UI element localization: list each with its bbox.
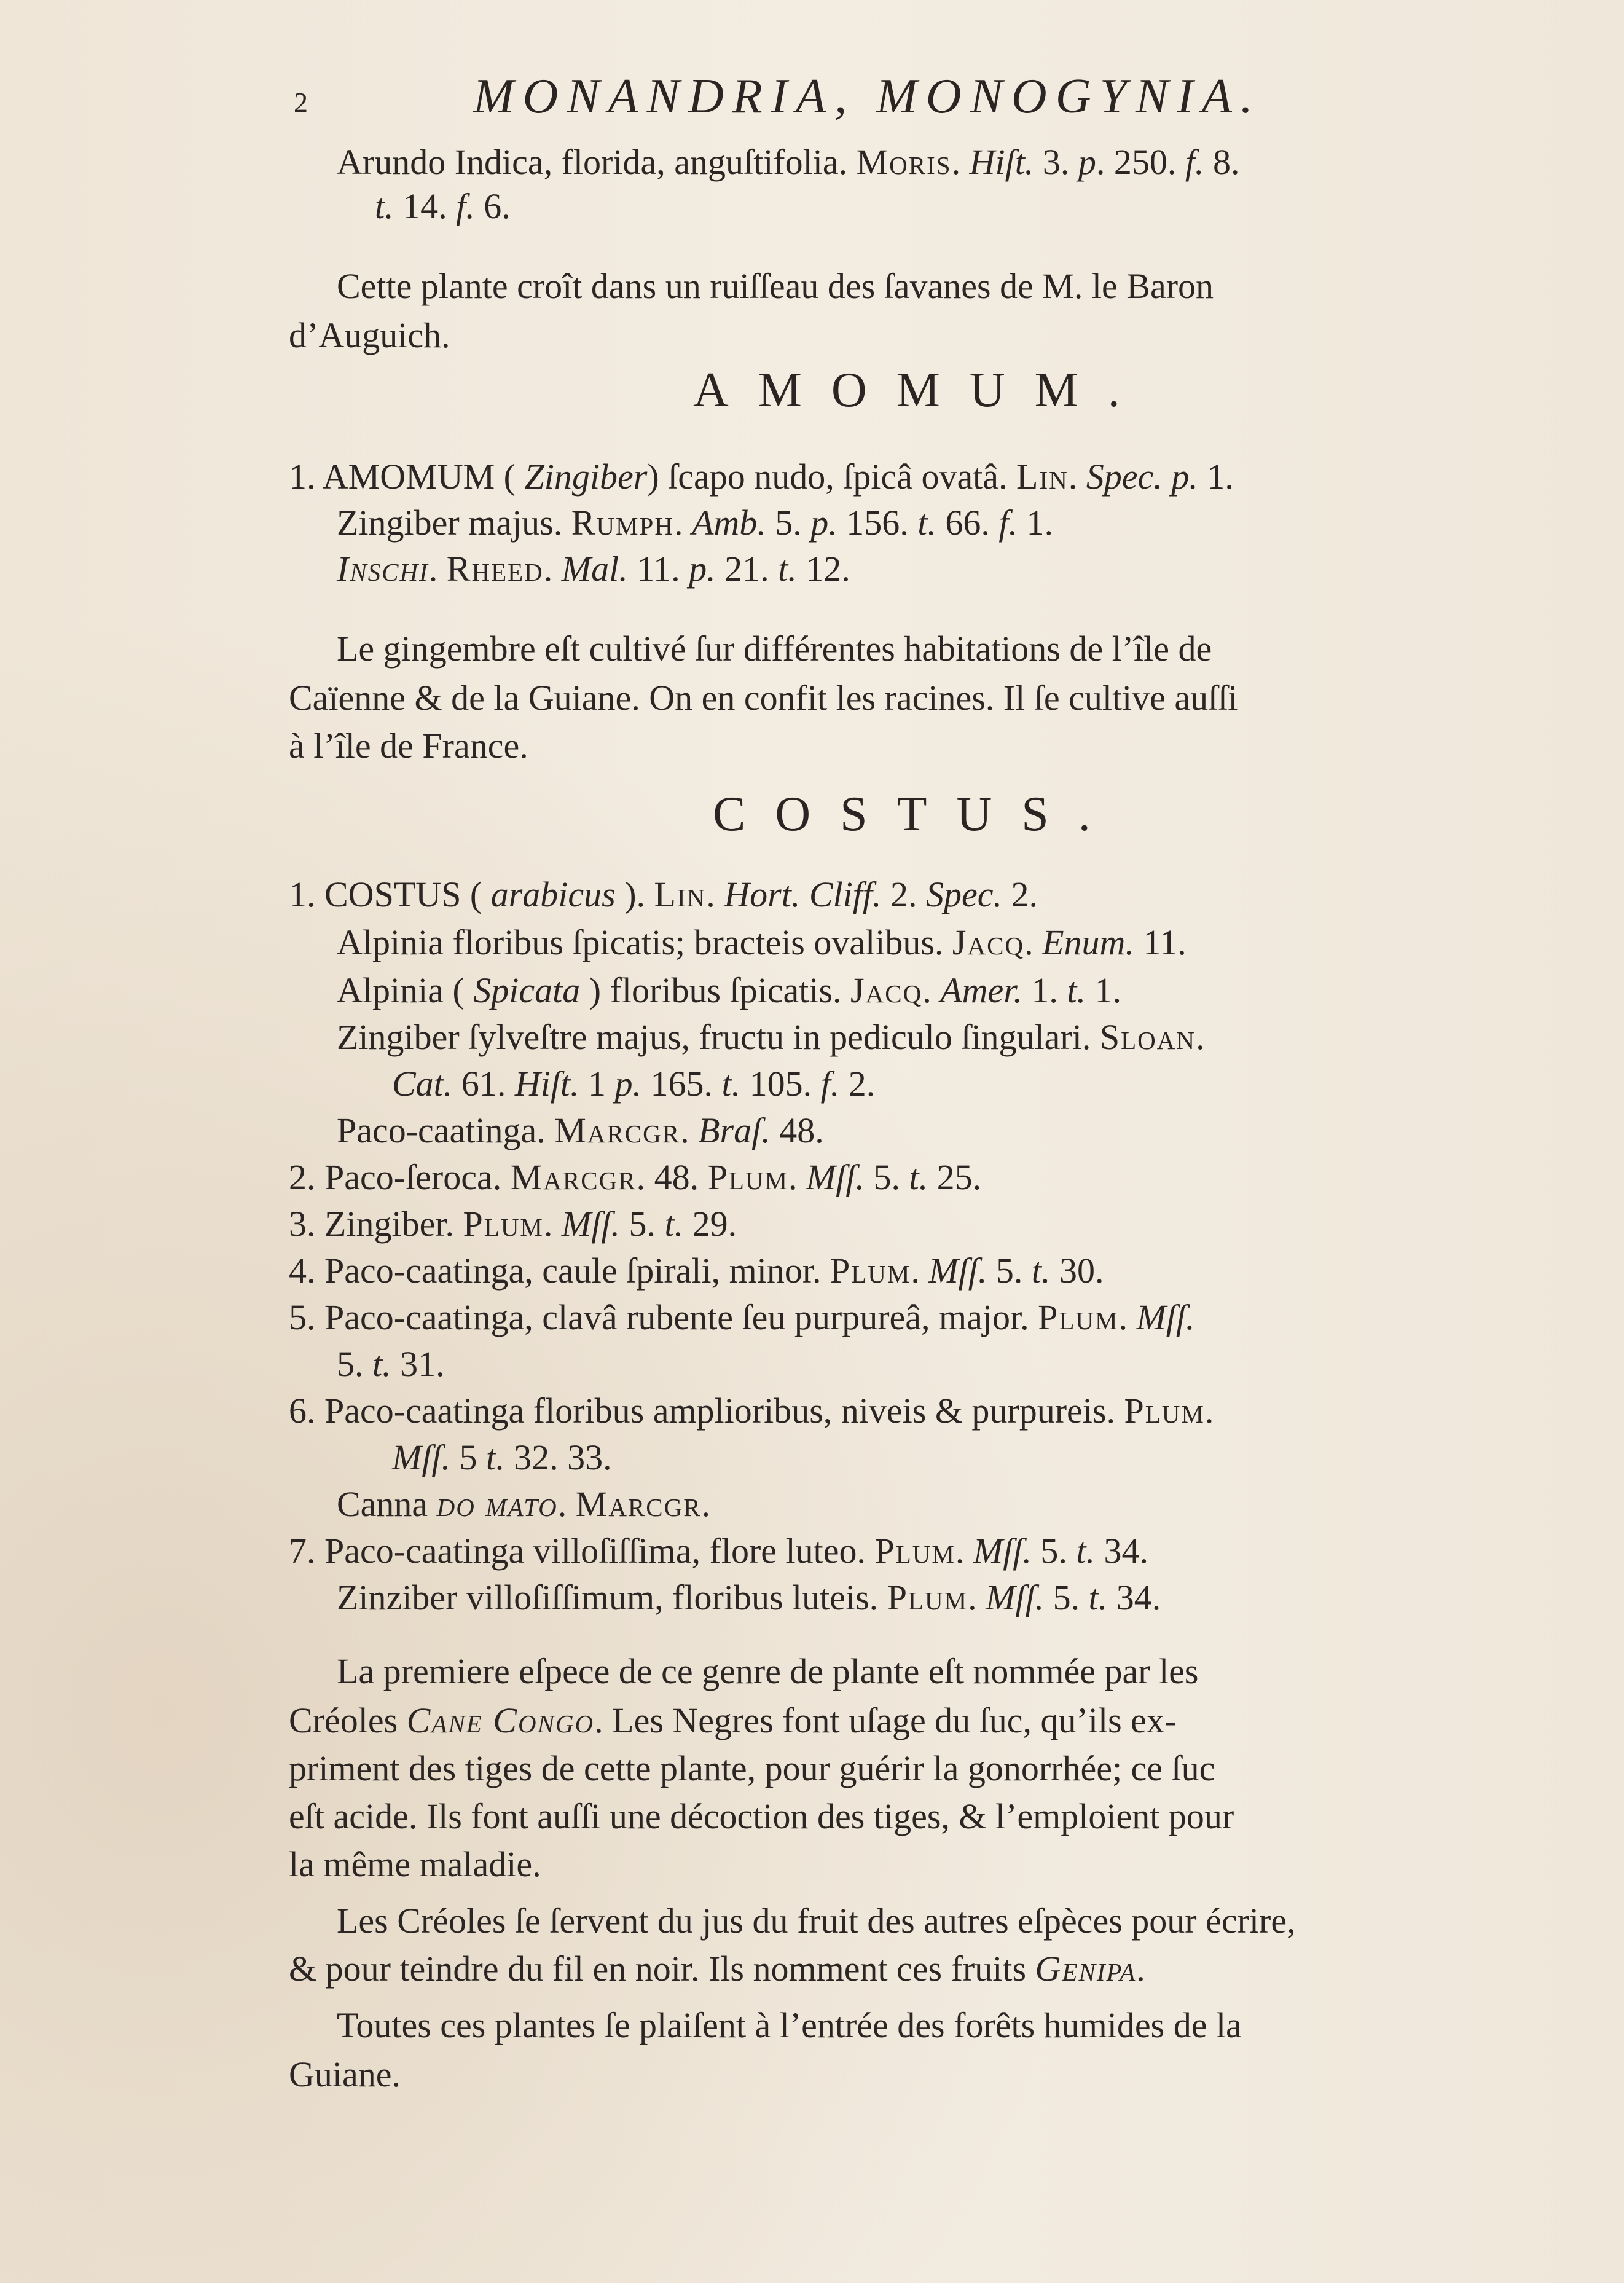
entry-number: 4. bbox=[289, 1251, 316, 1291]
text: 2. bbox=[1002, 874, 1038, 914]
entry-number: 2. bbox=[289, 1157, 316, 1197]
text: . bbox=[543, 1204, 562, 1244]
text: Paco-caatinga. bbox=[337, 1110, 555, 1150]
text: 105. bbox=[740, 1064, 821, 1104]
closing-p1-line-1: La premiere eſpece de ce genre de plante eſt nommée par les bbox=[337, 1651, 1199, 1691]
text: 14. bbox=[393, 186, 457, 226]
ref: t. bbox=[917, 503, 936, 543]
intro-line-1 bbox=[337, 140, 1239, 184]
costus-line-13 bbox=[392, 1436, 612, 1480]
costus-line-14 bbox=[337, 1482, 710, 1527]
text: 29. bbox=[683, 1204, 737, 1244]
ref: t. bbox=[1076, 1531, 1096, 1571]
ref: f. bbox=[998, 503, 1018, 543]
text: 21. bbox=[715, 549, 779, 589]
text: 5. bbox=[864, 1157, 909, 1197]
text: . Les Negres font uſage du ſuc, qu’ils ex- bbox=[594, 1700, 1177, 1740]
costus-line-8 bbox=[289, 1202, 737, 1246]
ref: Mſſ. bbox=[806, 1157, 865, 1197]
ref: t. bbox=[1088, 1578, 1108, 1617]
text: 31. bbox=[391, 1344, 445, 1384]
author: Rumph bbox=[571, 503, 674, 543]
ref: t. bbox=[1031, 1251, 1051, 1291]
ref: Mſſ. bbox=[561, 1204, 620, 1244]
intro-paragraph-line-2: d’Auguich. bbox=[289, 315, 450, 355]
text: . bbox=[788, 1157, 806, 1197]
closing-p3-line-2: Guiane. bbox=[289, 2054, 401, 2094]
ref: f. bbox=[1185, 142, 1204, 182]
page-number: 2 bbox=[294, 87, 308, 118]
text: 165. bbox=[641, 1064, 722, 1104]
author: Lin bbox=[1016, 457, 1069, 497]
author: Moris bbox=[856, 142, 952, 182]
ref: Braſ. bbox=[698, 1110, 771, 1150]
text: 1. bbox=[1198, 457, 1234, 497]
species: Spicata bbox=[473, 970, 581, 1010]
text: . bbox=[1024, 922, 1043, 962]
ref: t. bbox=[1067, 970, 1086, 1010]
ref: t. bbox=[909, 1157, 928, 1197]
costus-line-3 bbox=[337, 969, 1121, 1013]
ref: t. bbox=[721, 1064, 741, 1104]
text: 11. bbox=[1134, 922, 1187, 962]
ref: p. bbox=[614, 1064, 642, 1104]
closing-p3-line-1: Toutes ces plantes ſe plaiſent à l’entrée des forêts humides de la bbox=[337, 2005, 1242, 2045]
text: Zinziber villoſiſſimum, floribus luteis. bbox=[337, 1578, 887, 1617]
text: . bbox=[955, 1531, 973, 1571]
text: 1 bbox=[579, 1064, 615, 1104]
text: Zingiber majus. bbox=[337, 503, 571, 543]
entry-number: 1. bbox=[289, 874, 316, 914]
ref: p. bbox=[810, 503, 837, 543]
ref: Hiſt. bbox=[514, 1064, 579, 1104]
author: Jacq bbox=[952, 922, 1025, 962]
amomum-entry-1-line-3 bbox=[337, 547, 850, 591]
ref: t. bbox=[372, 1344, 391, 1384]
text: 66. bbox=[936, 503, 999, 543]
text: 1. bbox=[1086, 970, 1122, 1010]
running-head: MONANDRIA, MONOGYNIA. bbox=[473, 69, 1261, 124]
text: 5 bbox=[450, 1437, 487, 1477]
text: Alpinia floribus ſpicatis; bracteis ovalibus. bbox=[337, 922, 952, 962]
text: 2. bbox=[839, 1064, 876, 1104]
amomum-entry-1-line-2 bbox=[337, 501, 1053, 545]
text: Arundo Indica, florida, anguſtifolia. bbox=[337, 142, 857, 182]
text: . bbox=[543, 549, 562, 589]
text: . bbox=[557, 1484, 576, 1524]
text: Alpinia ( bbox=[337, 970, 474, 1010]
text: 30. bbox=[1050, 1251, 1104, 1291]
costus-line-1 bbox=[289, 873, 1038, 917]
text: 5. bbox=[1031, 1531, 1077, 1571]
amomum-paragraph-line-2: Caïenne & de la Guiane. On en confit les racines. Il ſe cultive auſſi bbox=[289, 678, 1238, 718]
entry-number: 6. bbox=[289, 1391, 316, 1431]
text: ) ſcapo nudo, ſpicâ ovatâ. bbox=[647, 457, 1017, 497]
section-title-amomum: AMOMUM. bbox=[693, 363, 1150, 417]
amomum-entry-1-line-1 bbox=[289, 455, 1234, 499]
author: Plum bbox=[887, 1578, 968, 1617]
text: 5. bbox=[619, 1204, 665, 1244]
text: 11. bbox=[627, 549, 689, 589]
text: 6. bbox=[474, 186, 511, 226]
costus-line-2 bbox=[337, 921, 1187, 965]
author: Lin bbox=[654, 874, 707, 914]
entry-number: 3. bbox=[289, 1204, 316, 1244]
text: . bbox=[1204, 1391, 1214, 1431]
text: . bbox=[428, 549, 447, 589]
text: 5. bbox=[987, 1251, 1032, 1291]
text: . bbox=[1118, 1297, 1137, 1337]
author: Marcgr bbox=[554, 1110, 681, 1150]
text: . bbox=[706, 874, 724, 914]
author: Marcgr bbox=[575, 1484, 702, 1524]
text: . bbox=[911, 1251, 929, 1291]
author: Rheed bbox=[446, 549, 544, 589]
ref: Cat. bbox=[392, 1064, 453, 1104]
text: 32. 33. bbox=[504, 1437, 612, 1477]
author: Plum bbox=[830, 1251, 911, 1291]
costus-line-10 bbox=[289, 1295, 1195, 1340]
text: . bbox=[968, 1578, 986, 1617]
ref: t. bbox=[486, 1437, 505, 1477]
author: Marcgr bbox=[510, 1157, 637, 1197]
vernacular-name: do mato bbox=[436, 1484, 558, 1524]
ref: t. bbox=[664, 1204, 684, 1244]
text: . bbox=[922, 970, 941, 1010]
text: ). bbox=[615, 874, 654, 914]
ref: Mſſ. bbox=[973, 1531, 1032, 1571]
text: ) floribus ſpicatis. bbox=[580, 970, 851, 1010]
text: . bbox=[1136, 1949, 1145, 1989]
ref: Mſſ. bbox=[1136, 1297, 1195, 1337]
text: 25. bbox=[928, 1157, 982, 1197]
costus-line-7 bbox=[289, 1155, 981, 1200]
closing-p1-line-5: la même maladie. bbox=[289, 1844, 541, 1884]
closing-p2-line-2 bbox=[289, 1947, 1145, 1991]
costus-line-16 bbox=[337, 1576, 1161, 1620]
costus-line-4 bbox=[337, 1015, 1205, 1059]
section-title-costus: COSTUS. bbox=[713, 787, 1120, 841]
text: 48. bbox=[770, 1110, 824, 1150]
vernacular-name: Genipa bbox=[1035, 1949, 1137, 1989]
text: 34. bbox=[1095, 1531, 1149, 1571]
ref: Hort. Cliff. bbox=[724, 874, 882, 914]
ref: Amb. bbox=[691, 503, 766, 543]
author: Sloan bbox=[1099, 1017, 1196, 1057]
species: arabicus bbox=[490, 874, 616, 914]
text: Paco-caatinga floribus amplioribus, niveis & purpureis. bbox=[315, 1391, 1124, 1431]
text: 3. bbox=[1034, 142, 1078, 182]
ref: t. bbox=[778, 549, 797, 589]
author: Plum bbox=[707, 1157, 788, 1197]
ref: Mſſ. bbox=[392, 1437, 451, 1477]
entry-number: 7. bbox=[289, 1531, 316, 1571]
costus-line-6 bbox=[337, 1109, 824, 1153]
ref: Spec. p. bbox=[1086, 457, 1198, 497]
ref: Mal. bbox=[561, 549, 628, 589]
costus-line-9 bbox=[289, 1249, 1104, 1293]
amomum-paragraph-line-1: Le gingembre eſt cultivé ſur différentes habitations de l’île de bbox=[337, 629, 1212, 669]
text: Créoles bbox=[289, 1700, 407, 1740]
vernacular-name: Inschi bbox=[337, 549, 429, 589]
text: 1. bbox=[1022, 970, 1067, 1010]
text: . bbox=[701, 1484, 711, 1524]
author: Plum bbox=[1038, 1297, 1119, 1337]
text: 61. bbox=[452, 1064, 515, 1104]
text: 5. bbox=[1044, 1578, 1089, 1617]
ref: p. bbox=[689, 549, 716, 589]
text: 5. bbox=[337, 1344, 372, 1384]
text: 5. bbox=[766, 503, 811, 543]
amomum-paragraph-line-3: à l’île de France. bbox=[289, 726, 528, 766]
costus-line-12 bbox=[289, 1389, 1214, 1433]
text: & pour teindre du fil en noir. Ils nomment ces fruits bbox=[289, 1949, 1035, 1989]
text: 12. bbox=[796, 549, 850, 589]
ref: f. bbox=[456, 186, 475, 226]
intro-paragraph-line-1: Cette plante croît dans un ruiſſeau des ſavanes de M. le Baron bbox=[337, 266, 1214, 306]
text: . bbox=[1068, 457, 1086, 497]
text: 156. bbox=[837, 503, 918, 543]
ref: Enum. bbox=[1042, 922, 1134, 962]
author: Plum bbox=[874, 1531, 955, 1571]
text: Zingiber. bbox=[315, 1204, 463, 1244]
closing-p1-line-4: eſt acide. Ils font auſſi une décoction des tiges, & l’emploient pour bbox=[289, 1796, 1234, 1836]
text: Paco-caatinga, clavâ rubente ſeu purpureâ, major. bbox=[315, 1297, 1038, 1337]
text: 34. bbox=[1107, 1578, 1161, 1617]
ref: f. bbox=[820, 1064, 840, 1104]
text: 8. bbox=[1204, 142, 1240, 182]
vernacular-name: Cane Congo bbox=[406, 1700, 595, 1740]
text: Paco-caatinga, caule ſpirali, minor. bbox=[315, 1251, 830, 1291]
text: . 250. bbox=[1096, 142, 1185, 182]
closing-p2-line-1: Les Créoles ſe ſervent du jus du fruit des autres eſpèces pour écrire, bbox=[337, 1901, 1296, 1941]
ref: Mſſ. bbox=[928, 1251, 987, 1291]
text: Canna bbox=[337, 1484, 437, 1524]
text: Zingiber ſylveſtre majus, fructu in pediculo ſingulari. bbox=[337, 1017, 1100, 1057]
text: . bbox=[680, 1110, 699, 1150]
author: Plum bbox=[463, 1204, 544, 1244]
author: Jacq bbox=[850, 970, 923, 1010]
text: . 48. bbox=[636, 1157, 708, 1197]
species: Zingiber bbox=[524, 457, 648, 497]
ref: p bbox=[1078, 142, 1096, 182]
text: . bbox=[951, 142, 970, 182]
entry-number: 1. bbox=[289, 457, 316, 497]
text: . bbox=[1196, 1017, 1205, 1057]
text: 1. bbox=[1018, 503, 1054, 543]
intro-line-2 bbox=[375, 184, 511, 229]
costus-line-11 bbox=[337, 1342, 445, 1386]
text: Paco-caatinga villoſiſſima, flore luteo. bbox=[315, 1531, 875, 1571]
text: COSTUS ( bbox=[315, 874, 491, 914]
text: . bbox=[673, 503, 692, 543]
closing-p1-line-2 bbox=[289, 1699, 1176, 1743]
entry-number: 5. bbox=[289, 1297, 316, 1337]
author: Plum bbox=[1124, 1391, 1205, 1431]
text: AMOMUM ( bbox=[315, 457, 525, 497]
closing-p1-line-3: priment des tiges de cette plante, pour guérir la gonorrhée; ce ſuc bbox=[289, 1748, 1215, 1788]
ref: Spec. bbox=[925, 874, 1002, 914]
costus-line-15 bbox=[289, 1529, 1148, 1573]
ref: Amer. bbox=[940, 970, 1022, 1010]
ref: Mſſ. bbox=[986, 1578, 1045, 1617]
text: 2. bbox=[881, 874, 926, 914]
text: Paco-ſeroca. bbox=[315, 1157, 511, 1197]
ref: Hiſt. bbox=[969, 142, 1034, 182]
ref: t. bbox=[375, 186, 394, 226]
costus-line-5 bbox=[392, 1062, 875, 1106]
